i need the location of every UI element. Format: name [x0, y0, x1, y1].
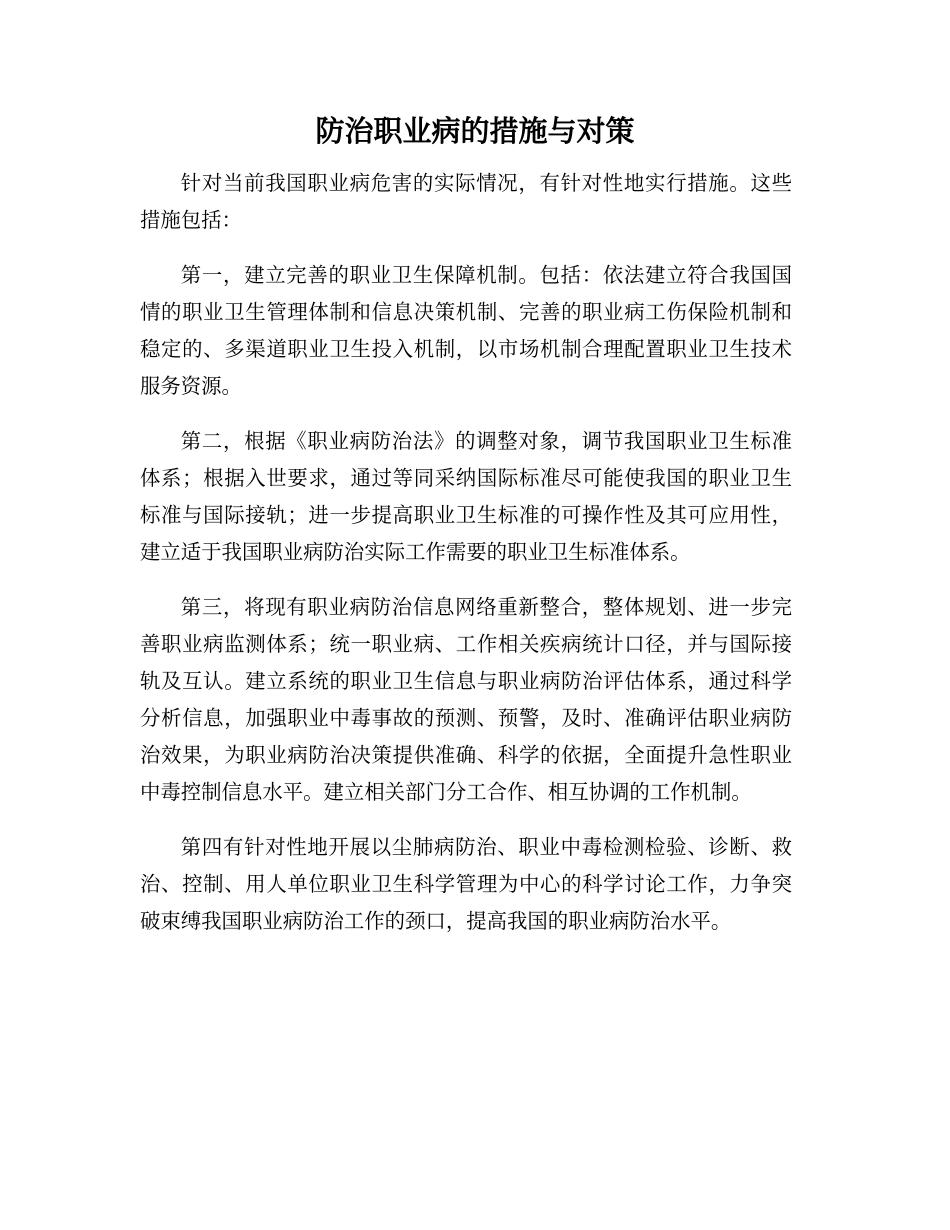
paragraph-first-measure: 第一，建立完善的职业卫生保障机制。包括：依法建立符合我国国情的职业卫生管理体制和信息决策机制、完善的职业病工伤保险机制和稳定的、多渠道职业卫生投入机制，以市场机制合理配置职业卫生技术服务资源。 [140, 263, 792, 398]
paragraph-intro: 针对当前我国职业病危害的实际情况，有针对性地实行措施。这些措施包括： [140, 171, 792, 232]
document-body [140, 165, 792, 958]
document-title: 防治职业病的措施与对策 [315, 114, 635, 148]
paragraph-fourth-measure: 第四有针对性地开展以尘肺病防治、职业中毒检测检验、诊断、救治、控制、用人单位职业卫生科学管理为中心的科学讨论工作，力争突破束缚我国职业病防治工作的颈口，提高我国的职业病防治水平。 [140, 835, 792, 933]
paragraph-third-measure: 第三，将现有职业病防治信息网络重新整合，整体规划、进一步完善职业病监测体系；统一职业病、工作相关疾病统计口径，并与国际接轨及互认。建立系统的职业卫生信息与职业病防治评估体系，通过科学分析信息，加强职业中毒事故的预测、预警，及时、准确评估职业病防治效果，为职业病防治决策提供准确、科学的依据，全面提升急性职业中毒控制信息水平。建立相关部门分工合作、相互协调的工作机制。 [140, 595, 792, 804]
paragraph-second-measure: 第二，根据《职业病防治法》的调整对象，调节我国职业卫生标准体系；根据入世要求，通过等同采纳国际标准尽可能使我国的职业卫生标准与国际接轨；进一步提高职业卫生标准的可操作性及其可应用性，建立适于我国职业病防治实际工作需要的职业卫生标准体系。 [140, 429, 792, 564]
